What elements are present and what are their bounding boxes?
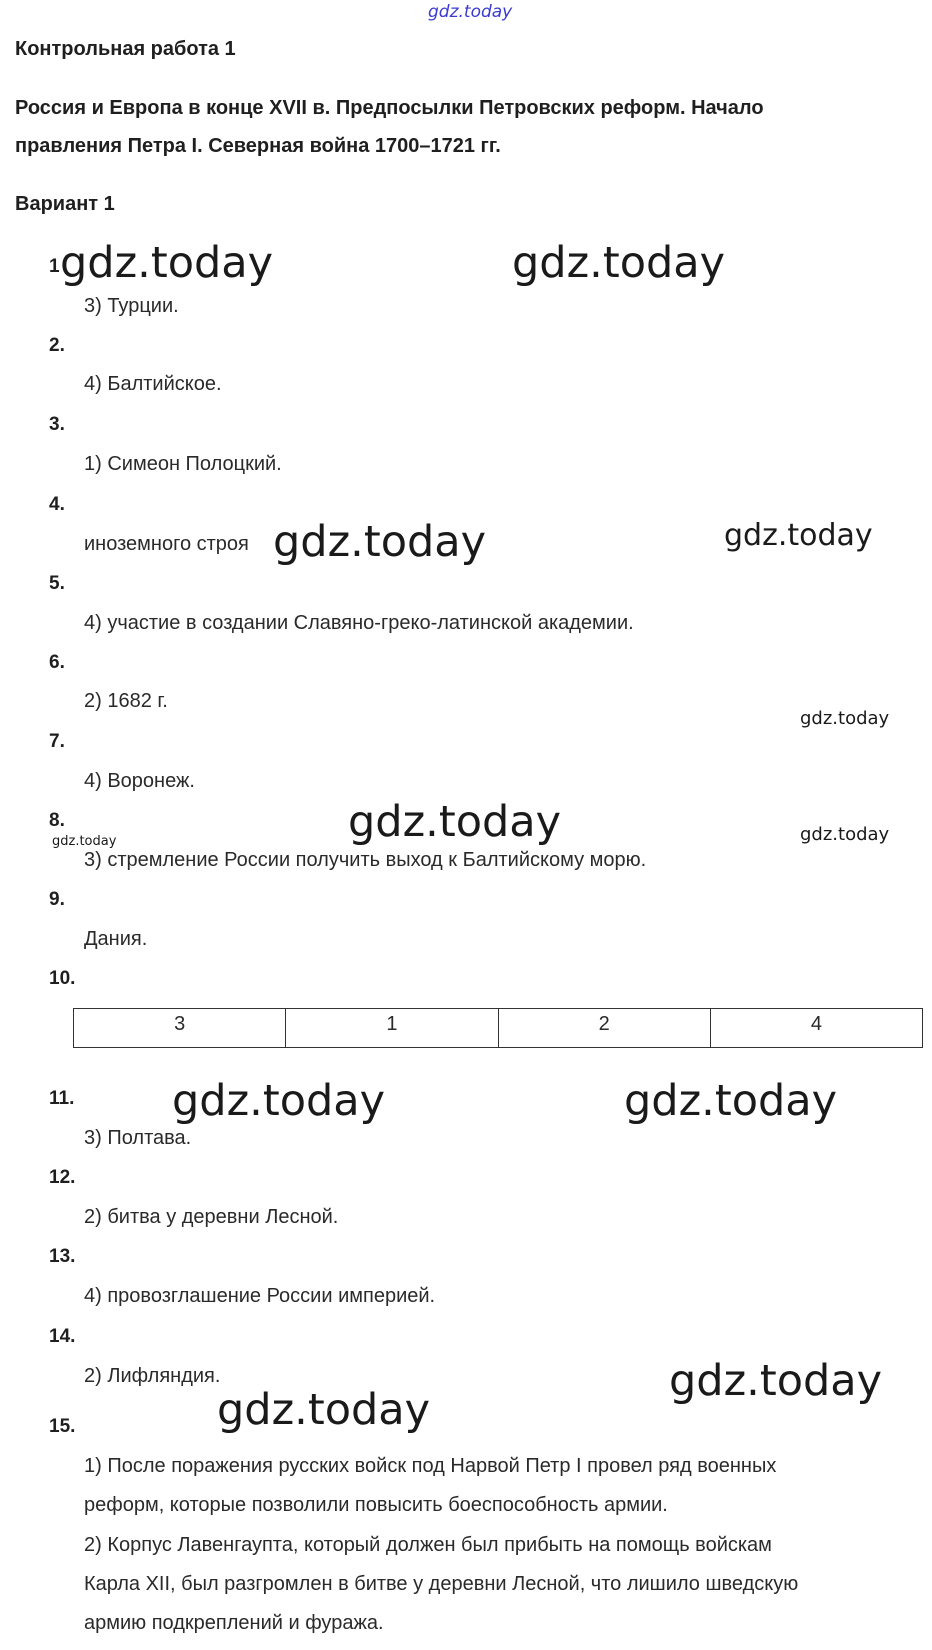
work-title: Контрольная работа 1 xyxy=(15,38,236,60)
answer-7: 4) Воронеж. xyxy=(84,770,195,792)
question-number-2: 2. xyxy=(49,335,65,356)
answer-12: 2) битва у деревни Лесной. xyxy=(84,1206,339,1228)
question-number-11: 11. xyxy=(49,1088,75,1109)
watermark: gdz.today xyxy=(512,238,726,288)
question-number-1: 1 xyxy=(49,256,60,277)
answer-15-line-5: армию подкреплений и фуража. xyxy=(84,1612,384,1634)
question-number-9: 9. xyxy=(49,889,65,910)
answer-15-line-1: 1) После поражения русских войск под Нарвой Петр I провел ряд военных xyxy=(84,1455,777,1477)
watermark: gdz.today xyxy=(800,824,890,845)
watermark: gdz.today xyxy=(60,238,274,288)
watermark-top: gdz.today xyxy=(428,2,513,22)
question-number-6: 6. xyxy=(49,652,65,673)
watermark: gdz.today xyxy=(624,1076,838,1126)
table-cell: 2 xyxy=(498,1009,710,1048)
answer-15-line-2: реформ, которые позволили повысить боеспособность армии. xyxy=(84,1494,668,1516)
answer-3: 1) Симеон Полоцкий. xyxy=(84,453,282,475)
answer-11: 3) Полтава. xyxy=(84,1127,192,1149)
table-cell: 4 xyxy=(710,1009,922,1048)
answer-15-line-4: Карла XII, был разгромлен в битве у деревни Лесной, что лишило шведскую xyxy=(84,1573,799,1595)
question-number-7: 7. xyxy=(49,731,65,752)
answer-15-line-3: 2) Корпус Лавенгаупта, который должен был прибыть на помощь войскам xyxy=(84,1534,772,1556)
table-cell: 3 xyxy=(74,1009,286,1048)
watermark: gdz.today xyxy=(172,1076,386,1126)
watermark: gdz.today xyxy=(669,1356,883,1406)
answer-10-table xyxy=(73,1008,923,1048)
answer-8: 3) стремление России получить выход к Балтийскому морю. xyxy=(84,849,647,871)
answer-14: 2) Лифляндия. xyxy=(84,1365,221,1387)
watermark: gdz.today xyxy=(217,1385,431,1435)
question-number-15: 15. xyxy=(49,1416,76,1437)
watermark: gdz.today xyxy=(724,518,873,553)
answer-13: 4) провозглашение России империей. xyxy=(84,1285,436,1307)
watermark: gdz.today xyxy=(348,797,562,847)
question-number-12: 12. xyxy=(49,1167,76,1188)
answer-4: иноземного строя xyxy=(84,533,249,555)
table-row xyxy=(74,1009,923,1048)
answer-5: 4) участие в создании Славяно-греко-латинской академии. xyxy=(84,612,634,634)
watermark: gdz.today xyxy=(52,834,117,849)
question-number-3: 3. xyxy=(49,414,65,435)
question-number-5: 5. xyxy=(49,573,65,594)
variant-label: Вариант 1 xyxy=(15,193,115,215)
question-number-14: 14. xyxy=(49,1326,76,1347)
answer-2: 4) Балтийское. xyxy=(84,373,222,395)
answer-6: 2) 1682 г. xyxy=(84,690,168,712)
watermark: gdz.today xyxy=(800,708,890,729)
topic-line-2: правления Петра I. Северная война 1700–1721 гг. xyxy=(15,135,501,157)
topic-line-1: Россия и Европа в конце XVII в. Предпосылки Петровских реформ. Начало xyxy=(15,97,764,119)
question-number-4: 4. xyxy=(49,494,65,515)
watermark: gdz.today xyxy=(273,517,487,567)
table-cell: 1 xyxy=(286,1009,498,1048)
question-number-8: 8. xyxy=(49,810,65,831)
question-number-13: 13. xyxy=(49,1246,76,1267)
answer-1: 3) Турции. xyxy=(84,295,179,317)
question-number-10: 10. xyxy=(49,968,76,989)
answer-9: Дания. xyxy=(84,928,148,950)
